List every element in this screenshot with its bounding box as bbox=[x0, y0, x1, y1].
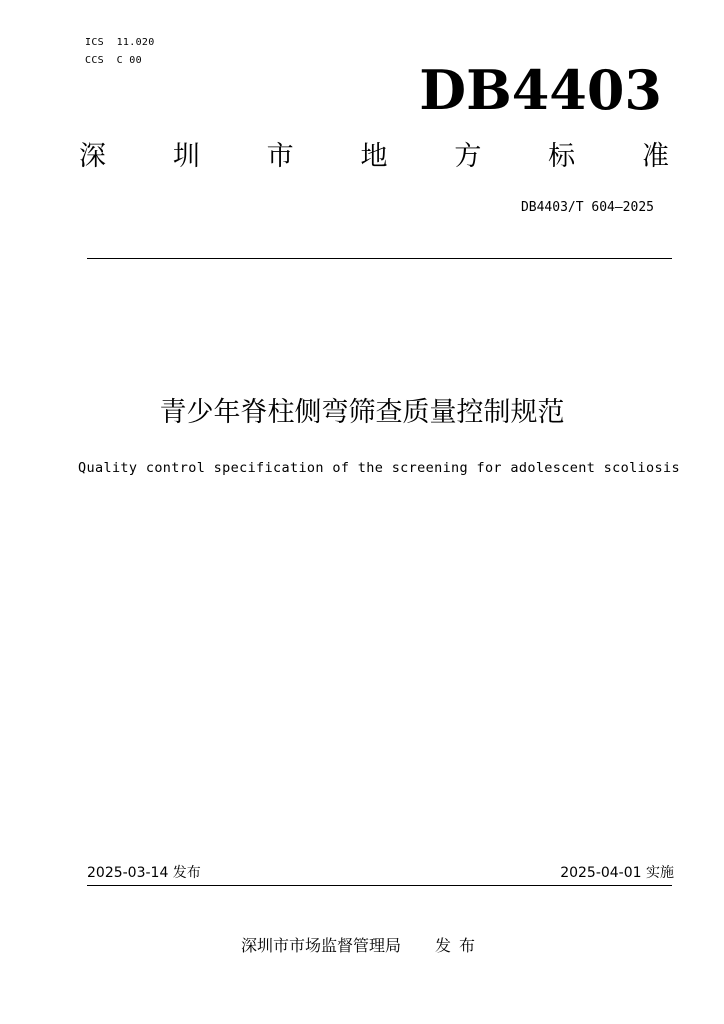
document-title-chinese: 青少年脊柱侧弯筛查质量控制规范 bbox=[159, 397, 565, 428]
bottom-divider bbox=[87, 885, 672, 886]
publisher-organization: 深圳市市场监督管理局 bbox=[240, 936, 401, 955]
standard-type-char: 地 bbox=[360, 141, 388, 172]
implementation-date: 2025-04-01 实施 bbox=[560, 865, 674, 881]
standard-type-char: 圳 bbox=[172, 141, 200, 172]
standard-type-char: 方 bbox=[454, 141, 482, 172]
standard-code: DB4403/T 604—2025 bbox=[520, 200, 654, 215]
standard-logo: DB4403 bbox=[419, 58, 662, 122]
standard-type-char: 市 bbox=[266, 141, 294, 172]
standard-type-char: 准 bbox=[641, 141, 669, 172]
publisher-action: 发布 bbox=[435, 936, 484, 955]
document-title-english: Quality control specification of the screening for adolescent scoliosis bbox=[78, 460, 680, 476]
standard-type-char: 标 bbox=[548, 141, 576, 172]
ics-code: ICS 11.020 bbox=[85, 37, 155, 48]
standard-type-title bbox=[79, 140, 669, 174]
ccs-code: CCS C 00 bbox=[85, 55, 142, 66]
standard-type-char: 深 bbox=[79, 141, 106, 172]
publisher-line bbox=[0, 935, 724, 957]
issue-date: 2025-03-14 发布 bbox=[87, 865, 201, 881]
top-divider bbox=[87, 258, 672, 259]
